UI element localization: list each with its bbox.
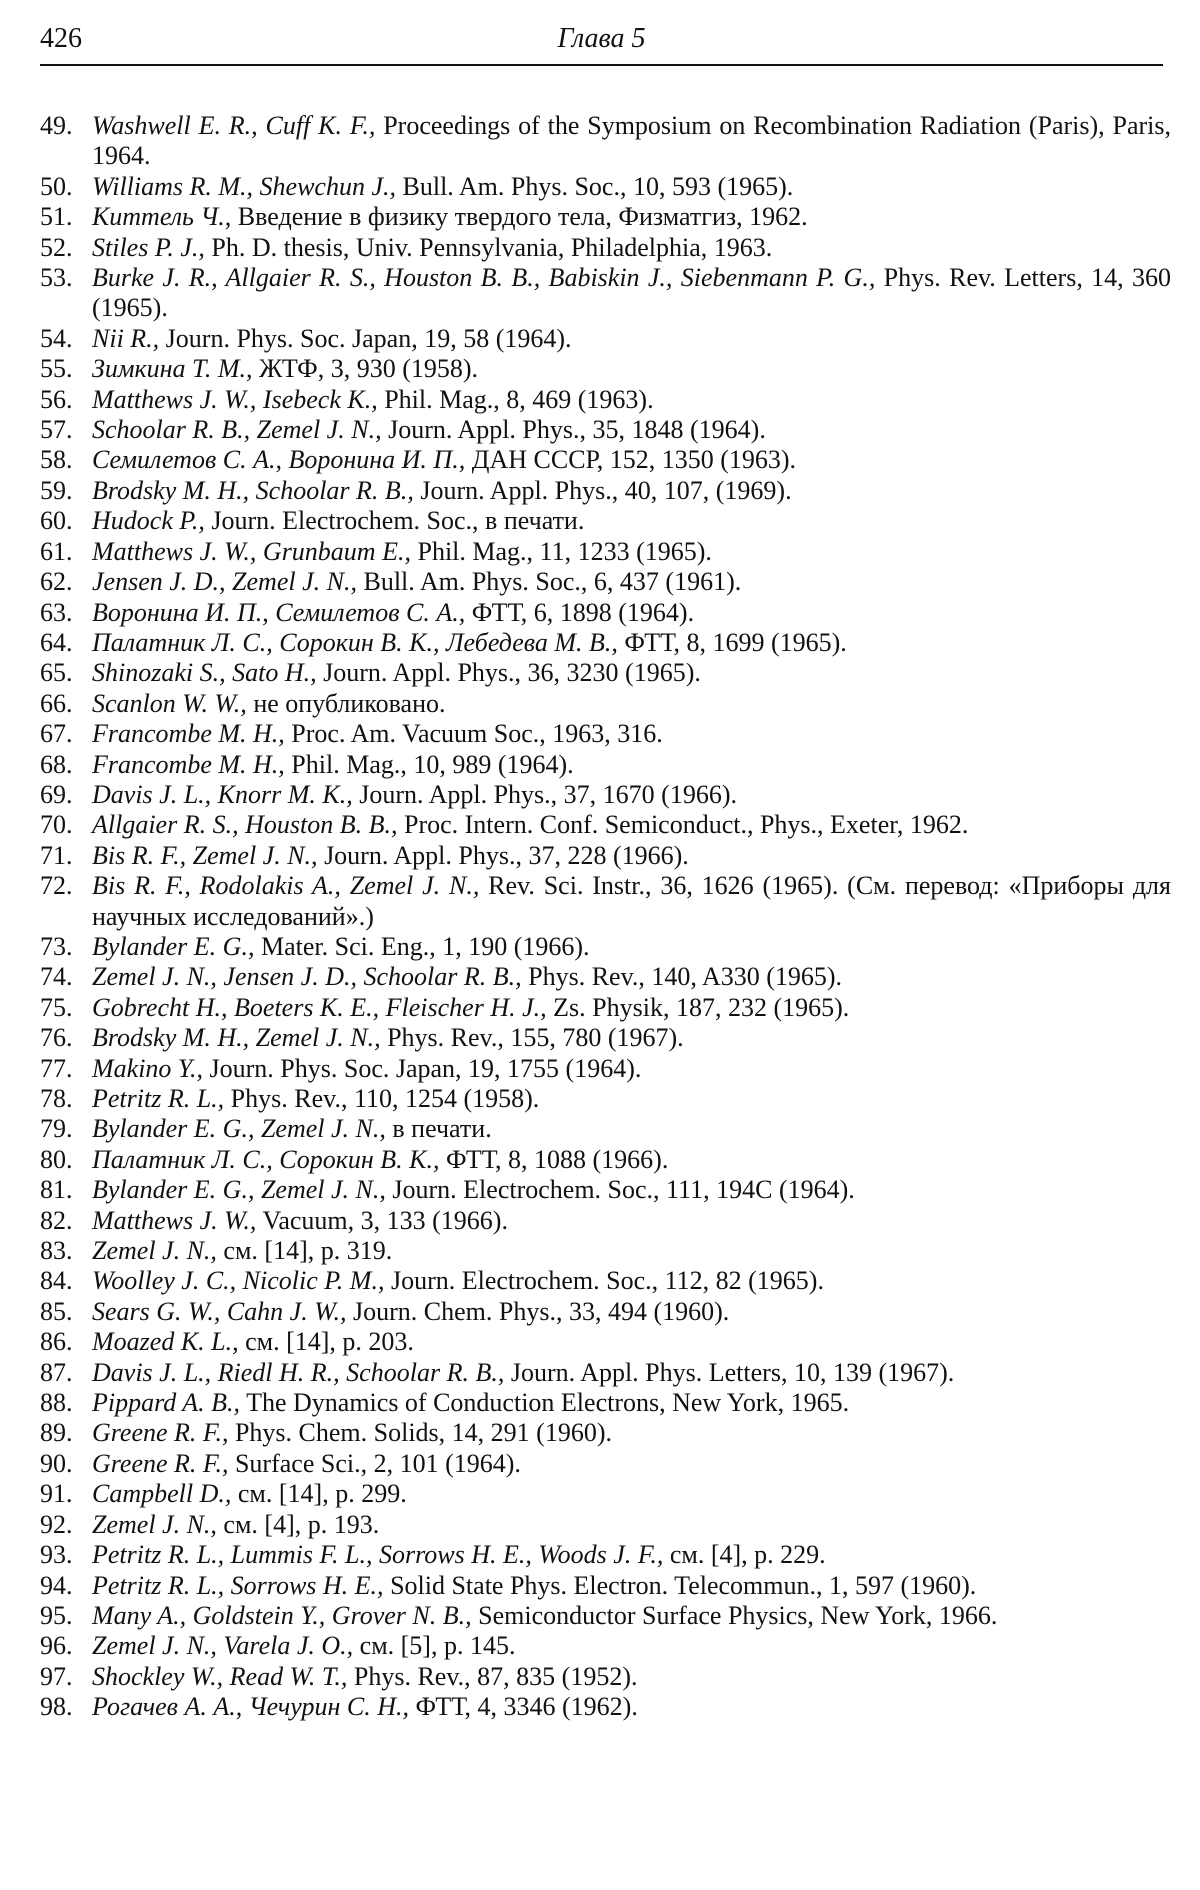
reference-number: 74. [40, 962, 73, 992]
reference-authors: Makino Y., [92, 1053, 203, 1083]
reference-item [40, 841, 1171, 871]
reference-source: Phil. Mag., 8, 469 (1963). [377, 384, 654, 414]
reference-source: Ph. D. thesis, Univ. Pennsylvania, Philadelphia, 1963. [204, 232, 773, 262]
reference-source: Journ. Appl. Phys., 35, 1848 (1964). [381, 415, 766, 445]
reference-authors: Bis R. F., Rodolakis A., Zemel J. N., [92, 871, 480, 901]
reference-authors: Stiles P. J., [92, 232, 205, 262]
reference-source: Phys. Chem. Solids, 14, 291 (1960). [228, 1418, 612, 1448]
reference-number: 51. [40, 202, 73, 232]
reference-authors: Семилетов С. А., Воронина И. П., [92, 445, 466, 475]
reference-authors: Schoolar R. B., Zemel J. N., [92, 415, 382, 445]
reference-item [40, 202, 1171, 232]
reference-number: 72. [40, 871, 73, 901]
reference-number: 71. [40, 840, 73, 870]
reference-item [40, 1054, 1171, 1084]
reference-source: Bull. Am. Phys. Soc., 6, 437 (1961). [356, 567, 742, 597]
reference-authors: Scanlon W. W., [92, 688, 247, 718]
reference-item [40, 1388, 1171, 1418]
reference-source: Vacuum, 3, 133 (1966). [256, 1205, 508, 1235]
reference-authors: Matthews J. W., Isebeck K., [92, 384, 378, 414]
reference-number: 56. [40, 384, 73, 414]
reference-authors: Gobrecht H., Boeters K. E., Fleischer H. J., [92, 992, 547, 1022]
reference-authors: Zemel J. N., Varela J. O., [92, 1631, 354, 1661]
reference-item [40, 1479, 1171, 1509]
reference-item [40, 567, 1171, 597]
reference-source: Journ. Electrochem. Soc., 112, 82 (1965). [384, 1266, 824, 1296]
reference-number: 54. [40, 323, 73, 353]
reference-source: ФТТ, 8, 1699 (1965). [617, 627, 847, 657]
reference-source: не опубликовано. [246, 688, 446, 718]
reference-number: 98. [40, 1692, 73, 1722]
reference-authors: Sears G. W., Cahn J. W., [92, 1296, 347, 1326]
reference-source: Phil. Mag., 10, 989 (1964). [284, 749, 574, 779]
reference-authors: Petritz R. L., Sorrows H. E., [92, 1570, 384, 1600]
reference-number: 76. [40, 1023, 73, 1053]
reference-number: 92. [40, 1509, 73, 1539]
reference-item [40, 1145, 1171, 1175]
reference-authors: Shockley W., Read W. T., [92, 1661, 348, 1691]
reference-number: 57. [40, 415, 73, 445]
reference-authors: Petritz R. L., Lummis F. L., Sorrows H. E., Woods J. F., [92, 1540, 664, 1570]
reference-item [40, 1114, 1171, 1144]
reference-source: Journ. Electrochem. Soc., 111, 194C (1964). [385, 1175, 855, 1205]
reference-source: Mater. Sci. Eng., 1, 190 (1966). [254, 931, 590, 961]
reference-source: Phys. Rev., 155, 780 (1967). [380, 1023, 684, 1053]
reference-authors: Воронина И. П., Семилетов С. А., [92, 597, 466, 627]
reference-item [40, 689, 1171, 719]
reference-number: 91. [40, 1479, 73, 1509]
reference-source: ФТТ, 6, 1898 (1964). [465, 597, 695, 627]
reference-authors: Brodsky M. H., Schoolar R. B., [92, 475, 414, 505]
reference-authors: Greene R. F., [92, 1418, 229, 1448]
reference-source: ФТТ, 8, 1088 (1966). [439, 1144, 669, 1174]
reference-source: Proc. Intern. Conf. Semiconduct., Phys., Exeter, 1962. [397, 810, 969, 840]
reference-authors: Burke J. R., Allgaier R. S., Houston B. B., Babiskin J., Siebenmann P. G., [92, 263, 876, 293]
reference-authors: Campbell D., [92, 1479, 232, 1509]
reference-item [40, 1540, 1171, 1570]
reference-number: 60. [40, 506, 73, 536]
reference-number: 64. [40, 627, 73, 657]
reference-item [40, 1297, 1171, 1327]
reference-item [40, 415, 1171, 445]
reference-number: 62. [40, 567, 73, 597]
reference-number: 52. [40, 232, 73, 262]
reference-authors: Zemel J. N., Jensen J. D., Schoolar R. B., [92, 962, 522, 992]
reference-source: Bull. Am. Phys. Soc., 10, 593 (1965). [396, 171, 794, 201]
reference-number: 66. [40, 688, 73, 718]
reference-source: см. [4], p. 193. [216, 1509, 380, 1539]
reference-authors: Francombe M. H., [92, 749, 285, 779]
reference-authors: Petritz R. L., [92, 1084, 225, 1113]
reference-item [40, 476, 1171, 506]
reference-number: 50. [40, 171, 73, 201]
reference-item [40, 1601, 1171, 1631]
reference-number: 84. [40, 1266, 73, 1296]
reference-number: 59. [40, 475, 73, 505]
reference-list [40, 111, 1171, 1723]
reference-item [40, 1631, 1171, 1661]
reference-number: 63. [40, 597, 73, 627]
reference-item [40, 1084, 1171, 1114]
reference-number: 88. [40, 1388, 73, 1418]
reference-number: 80. [40, 1144, 73, 1174]
reference-authors: Matthews J. W., Grunbaum E., [92, 536, 411, 566]
reference-source: Phys. Rev., 87, 835 (1952). [347, 1661, 638, 1691]
reference-source: в печати. [385, 1114, 492, 1144]
reference-number: 85. [40, 1296, 73, 1326]
reference-source: ФТТ, 4, 3346 (1962). [408, 1692, 638, 1722]
reference-item [40, 1023, 1171, 1053]
reference-item [40, 750, 1171, 780]
reference-number: 73. [40, 931, 73, 961]
reference-number: 77. [40, 1053, 73, 1083]
reference-source: Journ. Appl. Phys., 37, 1670 (1966). [352, 779, 737, 809]
reference-item [40, 354, 1171, 384]
reference-authors: Палатник Л. С., Сорокин В. К., [92, 1144, 440, 1174]
reference-item [40, 658, 1171, 688]
page-header [40, 22, 1163, 66]
reference-number: 87. [40, 1357, 73, 1387]
reference-number: 68. [40, 749, 73, 779]
reference-item [40, 1236, 1171, 1266]
reference-item [40, 628, 1171, 658]
reference-item [40, 780, 1171, 810]
reference-source: Journ. Appl. Phys. Letters, 10, 139 (1967). [504, 1357, 955, 1387]
reference-source: ЖТФ, 3, 930 (1958). [252, 354, 479, 384]
reference-source: Phys. Rev., 140, A330 (1965). [521, 962, 843, 992]
reference-item [40, 445, 1171, 475]
reference-number: 81. [40, 1175, 73, 1205]
reference-item [40, 1692, 1171, 1722]
reference-item [40, 993, 1171, 1023]
reference-item [40, 537, 1171, 567]
reference-item [40, 719, 1171, 749]
reference-item [40, 385, 1171, 415]
reference-number: 90. [40, 1448, 73, 1478]
page-number: 426 [40, 23, 82, 54]
reference-item [40, 1266, 1171, 1296]
reference-number: 94. [40, 1570, 73, 1600]
reference-source: Solid State Phys. Electron. Telecommun., 1, 597 (1960). [383, 1570, 977, 1600]
reference-number: 96. [40, 1631, 73, 1661]
reference-number: 67. [40, 719, 73, 749]
reference-authors: Davis J. L., Riedl H. R., Schoolar R. B., [92, 1357, 505, 1387]
reference-authors: Davis J. L., Knorr M. K., [92, 779, 353, 809]
reference-source: см. [5], p. 145. [353, 1631, 516, 1661]
reference-authors: Moazed K. L., [92, 1327, 239, 1357]
reference-source: Journ. Chem. Phys., 33, 494 (1960). [346, 1296, 730, 1326]
reference-source: Введение в физику твердого тела, Физматгиз, 1962. [231, 202, 808, 232]
reference-number: 75. [40, 992, 73, 1022]
reference-number: 82. [40, 1205, 73, 1235]
reference-item [40, 506, 1171, 536]
reference-item [40, 1358, 1171, 1388]
reference-source: Journ. Phys. Soc. Japan, 19, 58 (1964). [159, 323, 572, 353]
reference-authors: Woolley J. C., Nicolic P. M., [92, 1266, 385, 1296]
reference-number: 55. [40, 354, 73, 384]
reference-source: Journ. Appl. Phys., 36, 3230 (1965). [316, 658, 701, 688]
reference-number: 86. [40, 1327, 73, 1357]
reference-authors: Зимкина Т. М., [92, 354, 253, 384]
reference-item [40, 233, 1171, 263]
reference-item [40, 1662, 1171, 1692]
reference-authors: Рогачев А. А., Чечурин С. Н., [92, 1692, 409, 1722]
reference-source: см. [14], p. 203. [238, 1327, 414, 1357]
reference-number: 97. [40, 1661, 73, 1691]
reference-authors: Киттель Ч., [92, 202, 232, 232]
reference-authors: Williams R. M., Shewchun J., [92, 171, 397, 201]
reference-authors: Greene R. F., [92, 1448, 229, 1478]
reference-item [40, 871, 1171, 932]
reference-number: 78. [40, 1084, 73, 1113]
reference-source: Phil. Mag., 11, 1233 (1965). [410, 536, 712, 566]
reference-item [40, 810, 1171, 840]
reference-item [40, 1327, 1171, 1357]
reference-authors: Pippard A. B., [92, 1388, 241, 1418]
reference-source: Phys. Rev., 110, 1254 (1958). [224, 1084, 540, 1113]
reference-authors: Hudock P., [92, 506, 205, 536]
reference-authors: Allgaier R. S., Houston B. B., [92, 810, 398, 840]
reference-authors: Many A., Goldstein Y., Grover N. B., [92, 1600, 472, 1630]
reference-number: 70. [40, 810, 73, 840]
reference-source: Proceedings of the Symposium on Recombination Radiation (Paris), Paris, 1964. [92, 111, 1171, 171]
reference-number: 93. [40, 1540, 73, 1570]
reference-authors: Francombe M. H., [92, 719, 285, 749]
reference-source: Rev. Sci. Instr., 36, 1626 (1965). (См. перевод: «Приборы для научных исследований».) [92, 871, 1171, 931]
reference-authors: Brodsky M. H., Zemel J. N., [92, 1023, 381, 1053]
reference-item [40, 1510, 1171, 1540]
reference-number: 83. [40, 1236, 73, 1266]
reference-authors: Bylander E. G., Zemel J. N., [92, 1114, 386, 1144]
reference-source: Semiconductor Surface Physics, New York, 1966. [471, 1600, 998, 1630]
reference-source: см. [14], p. 299. [231, 1479, 407, 1509]
reference-item [40, 598, 1171, 628]
reference-source: Proc. Am. Vacuum Soc., 1963, 316. [284, 719, 663, 749]
reference-number: 69. [40, 779, 73, 809]
reference-item [40, 1418, 1171, 1448]
reference-authors: Matthews J. W., [92, 1205, 257, 1235]
reference-source: Phys. Rev. Letters, 14, 360 (1965). [92, 263, 1171, 323]
reference-item [40, 172, 1171, 202]
reference-number: 95. [40, 1600, 73, 1630]
reference-source: Journ. Appl. Phys., 40, 107, (1969). [413, 475, 792, 505]
reference-number: 89. [40, 1418, 73, 1448]
reference-source: Journ. Electrochem. Soc., в печати. [204, 506, 585, 536]
reference-item [40, 1206, 1171, 1236]
reference-number: 49. [40, 111, 73, 140]
reference-authors: Палатник Л. С., Сорокин В. К., Лебедева М. В., [92, 627, 618, 657]
reference-authors: Nii R., [92, 323, 160, 353]
reference-number: 61. [40, 536, 73, 566]
reference-number: 79. [40, 1114, 73, 1144]
reference-source: Surface Sci., 2, 101 (1964). [228, 1448, 521, 1478]
reference-item [40, 324, 1171, 354]
reference-item [40, 263, 1171, 324]
reference-source: см. [4], p. 229. [663, 1540, 826, 1570]
reference-source: Zs. Physik, 187, 232 (1965). [546, 992, 850, 1022]
reference-source: Journ. Appl. Phys., 37, 228 (1966). [317, 840, 689, 870]
reference-source: ДАН СССР, 152, 1350 (1963). [465, 445, 797, 475]
reference-authors: Bylander E. G., Zemel J. N., [92, 1175, 386, 1205]
reference-item [40, 932, 1171, 962]
reference-authors: Bis R. F., Zemel J. N., [92, 840, 318, 870]
reference-number: 58. [40, 445, 73, 475]
reference-authors: Bylander E. G., [92, 931, 255, 961]
reference-authors: Shinozaki S., Sato H., [92, 658, 317, 688]
reference-item [40, 1571, 1171, 1601]
chapter-title: Глава 5 [557, 23, 646, 54]
reference-item [40, 1175, 1171, 1205]
reference-number: 53. [40, 263, 73, 293]
reference-authors: Washwell E. R., Cuff K. F., [92, 111, 376, 140]
reference-source: Journ. Phys. Soc. Japan, 19, 1755 (1964). [203, 1053, 642, 1083]
reference-source: см. [14], p. 319. [216, 1236, 393, 1266]
reference-item [40, 111, 1171, 172]
reference-authors: Zemel J. N., [92, 1236, 217, 1266]
reference-authors: Zemel J. N., [92, 1509, 217, 1539]
reference-item [40, 1449, 1171, 1479]
reference-item [40, 962, 1171, 992]
reference-source: The Dynamics of Conduction Electrons, New York, 1965. [240, 1388, 850, 1418]
reference-number: 65. [40, 658, 73, 688]
reference-authors: Jensen J. D., Zemel J. N., [92, 567, 357, 597]
